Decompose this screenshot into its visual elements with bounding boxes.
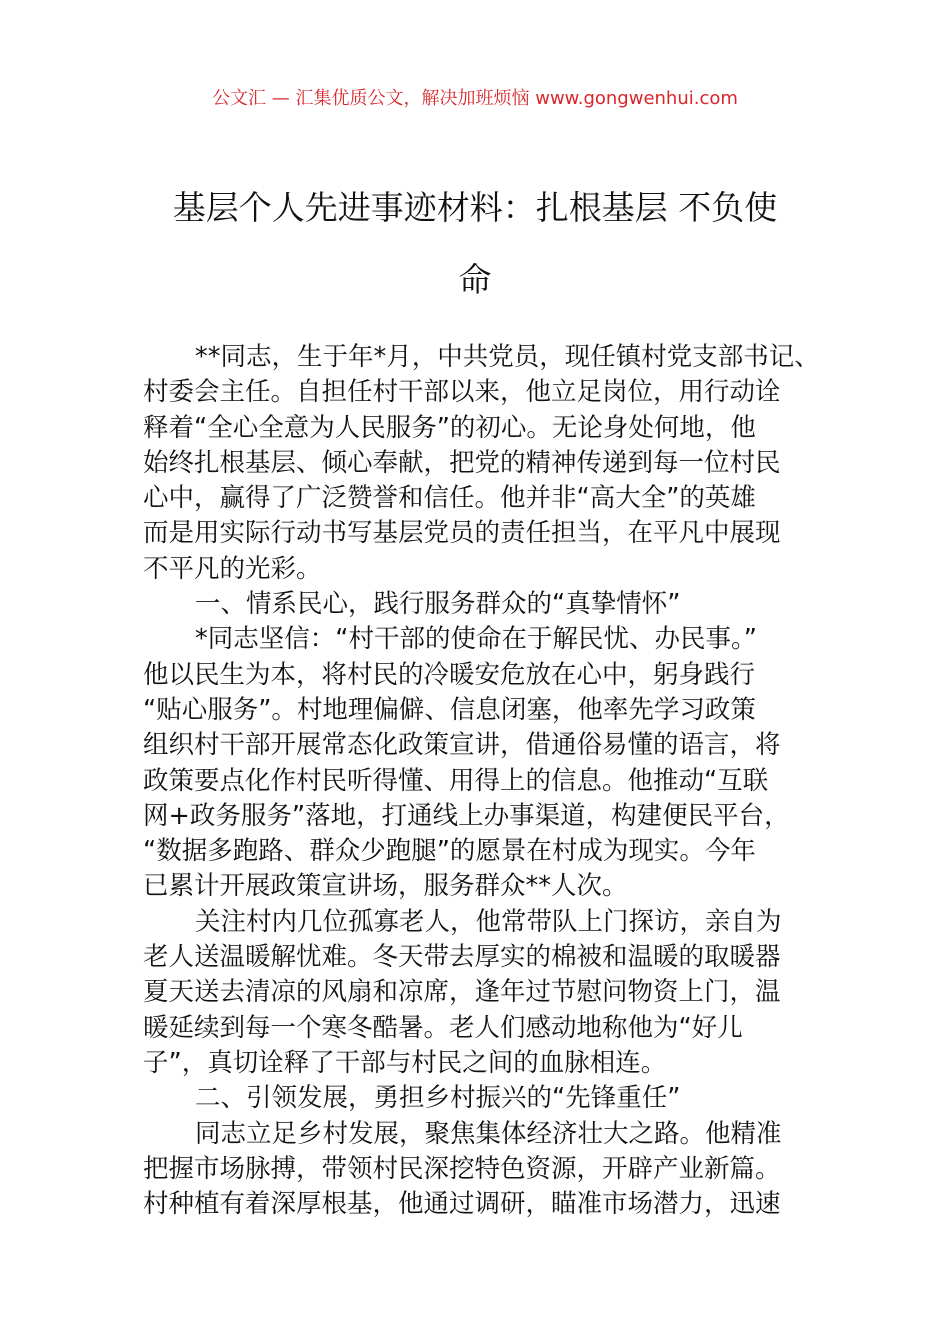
- body-line: 关注村内几位孤寡老人，他常带队上门探访，亲自为: [195, 906, 782, 937]
- body-line: 一、情系民心，践行服务群众的“真挚情怀”: [195, 589, 681, 620]
- body-line: 政策要点化作村民听得懂、用得上的信息。他推动“互联: [143, 765, 769, 796]
- body-line: 组织村干部开展常态化政策宣讲，借通俗易懂的语言，将: [143, 730, 781, 761]
- body-line: 村委会主任。自担任村干部以来，他立足岗位，用行动诠: [143, 377, 781, 408]
- document-title: [140, 172, 810, 316]
- body-line: *同志坚信：“村干部的使命在于解民忧、办民事。”: [195, 624, 757, 655]
- body-line: 而是用实际行动书写基层党员的责任担当，在平凡中展现: [143, 518, 781, 549]
- body-line: 暖延续到每一个寒冬酷暑。老人们感动地称他为“好儿: [143, 1012, 743, 1043]
- body-line: 心中，赢得了广泛赞誉和信任。他并非“高大全”的英雄: [143, 483, 756, 514]
- body-line: 子”，真切诠释了干部与村民之间的血脉相连。: [143, 1047, 667, 1078]
- body-line: 已累计开展政策宣讲场，服务群众**人次。: [143, 871, 628, 902]
- body-line: 同志立足乡村发展，聚焦集体经济壮大之路。他精准: [195, 1118, 782, 1149]
- body-line: 二、引领发展，勇担乡村振兴的“先锋重任”: [195, 1083, 681, 1114]
- body-line: 老人送温暖解忧难。冬天带去厚实的棉被和温暖的取暖器: [143, 942, 781, 973]
- body-line: 村种植有着深厚根基，他通过调研，瞄准市场潜力，迅速: [143, 1189, 781, 1220]
- body-line: 释着“全心全意为人民服务”的初心。无论身处何地，他: [143, 412, 756, 443]
- body-line: 他以民生为本，将村民的冷暖安危放在心中，躬身践行: [143, 659, 756, 690]
- body-line: “贴心服务”。村地理偏僻、信息闭塞，他率先学习政策: [143, 694, 756, 725]
- title-line: 基层个人先进事迹材料：扎根基层 不负使: [172, 188, 778, 227]
- body-line: 不平凡的光彩。: [143, 553, 322, 584]
- title-line: 命: [458, 260, 492, 299]
- body-line: 始终扎根基层、倾心奉献，把党的精神传递到每一位村民: [143, 447, 781, 478]
- body-line: 夏天送去清凉的风扇和凉席，逢年过节慰问物资上门，温: [143, 977, 781, 1008]
- header-banner: 公文汇 — 汇集优质公文，解决加班烦恼 www.gongwenhui.com: [212, 88, 738, 109]
- body-line: **同志，生于年*月，中共党员，现任镇村党支部书记、: [195, 342, 820, 372]
- document-body: [143, 340, 823, 1222]
- body-line: 把握市场脉搏，带领村民深挖特色资源，开辟产业新篇。: [143, 1153, 781, 1184]
- body-line: “数据多跑路、群众少跑腿”的愿景在村成为现实。今年: [143, 836, 756, 867]
- body-line: 网+政务服务”落地，打通线上办事渠道，构建便民平台，: [143, 800, 790, 831]
